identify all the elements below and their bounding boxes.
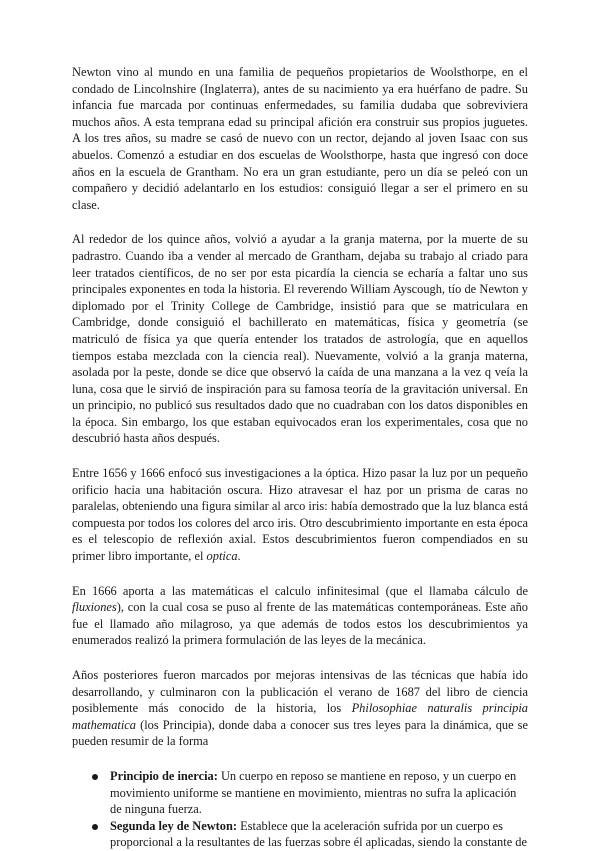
bullet-icon (92, 774, 98, 780)
paragraph-optics: Entre 1656 y 1666 enfocó sus investigaciones a la óptica. Hizo pasar la luz por un pequeño orificio hacia una habitación oscura. Hizo atravesar el haz por un prisma de caras no paralelas, obteniendo una figura similar al arco iris: había demostrado que la luz blanca está compuesta por todos los colores del arco iris. Otro descubrimiento importante en esta época es el telescopio de reflexión axial. Estos descubrimientos fueron compendiados en su primer libro importante, el optica. (72, 466, 528, 564)
paragraph-youth: Al rededor de los quince años, volvió a ayudar a la granja materna, por la muerte de su padrastro. Cuando iba a vender al mercado de Grantham, dejaba su trabajo al criado para leer tratados científicos, de no ser por esta picardía la ciencia se echaría a faltar uno sus principales exponentes en toda la historia. El reverendo William Ayscough, tío de Newton y diplomado por el Trinity College de Cambridge, insistió para que se matriculara en Cambridge, donde consiguió el bachillerato en matemáticas, física y geometría (se matriculó de física ya que quería entender los tratados de astrología, que en aquellos tiempos estaba mezclada con la ciencia real). Nuevamente, volvió a la granja materna, asolada por la peste, donde se dice que observó la caída de una manzana a la vez q veía la luna, cosa que le sirvió de inspiración para su famosa teoría de la gravitación universal. En un principio, no publicó sus resultados dado que no cuadraban con los datos disponibles en la época. Sin embargo, los que estaban equivocados eran los experimentales, cosa que no descubrió hasta años después. (72, 232, 528, 446)
paragraph-principia: Años posteriores fueron marcados por mejoras intensivas de las técnicas que había ido desarrollando, y culminaron con la publicación el verano de 1687 del libro de ciencia posiblemente más conocido de la historia, los Philosophiae naturalis principia mathematica (los Principia), donde daba a conocer sus tres leyes para la dinámica, que se pueden resumir de la forma (72, 668, 528, 749)
list-item-second-law: Segunda ley de Newton: Establece que la aceleración sufrida por un cuerpo es proporcional a la resultantes de las fuerzas sobre él aplicadas, siendo la constante de (92, 818, 528, 851)
paragraph-childhood: Newton vino al mundo en una familia de pequeños propietarios de Woolsthorpe, en el condado de Lincolnshire (Inglaterra), antes de su nacimiento ya era huérfano de padre. Su infancia fue marcada por continuas enfermedades, su familia dudaba que sobreviviera muchos años. A esta temprana edad su principal afición era construir sus propios juguetes. A los tres años, su madre se casó de nuevo con un rector, dejando al joven Isaac con sus abuelos. Comenzó a estudiar en dos escuelas de Woolsthorpe, hasta que ingresó con doce años en la escuela de Grantham. No era un gran estudiante, pero un día se peleó con un compañero y decidió adelantarlo en los estudios: consiguió llegar a ser el primero en su clase. (72, 65, 528, 212)
bullet-icon (92, 824, 98, 830)
paragraph-calculus: En 1666 aporta a las matemáticas el calculo infinitesimal (que el llamaba cálculo de fluxiones), con la cual cosa se puso al frente de las matemáticas contemporáneas. Este año fue el llamado año milagroso, ya que además de todos estos los descubrimientos ya enumerados realizó la primera formulación de las leyes de la mecánica. (72, 583, 528, 648)
italic-title-optica: optica (206, 549, 238, 564)
italic-title-principia: Philosophiae naturalis principia mathematica (72, 701, 528, 732)
document-page (72, 64, 528, 851)
laws-list (72, 768, 528, 851)
list-item-inertia: Principio de inercia: Un cuerpo en reposo se mantiene en reposo, y un cuerpo en movimiento uniforme se mantiene en movimiento, mientras no sufra la aplicación de ninguna fuerza. (92, 768, 528, 818)
italic-term-fluxiones: fluxiones (72, 600, 117, 615)
